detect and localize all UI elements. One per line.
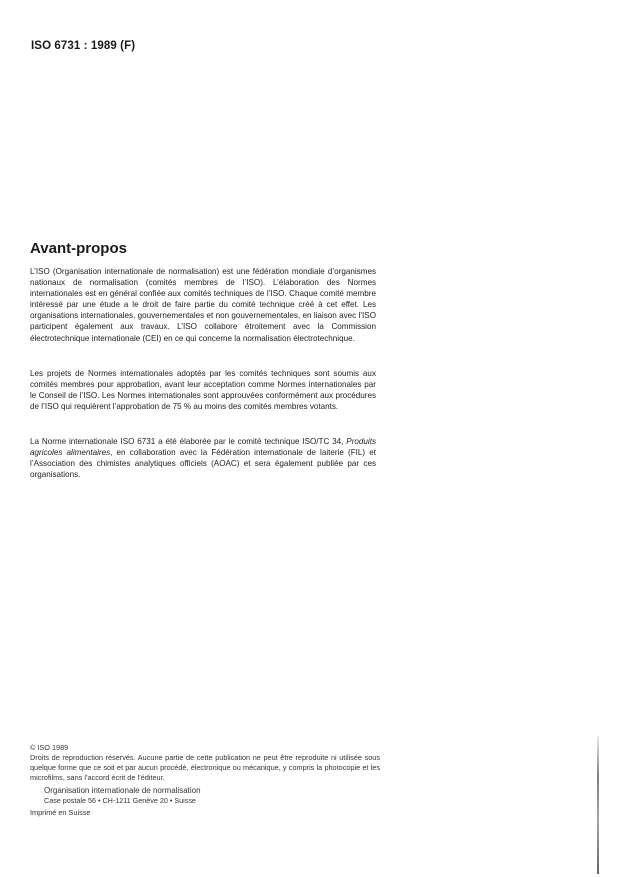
document-id: ISO 6731 : 1989 (F) — [31, 40, 136, 52]
foreword-paragraph-3 — [30, 436, 376, 480]
section-title: Avant-propos — [30, 240, 127, 257]
paragraph-3-text-start: La Norme internationale ISO 6731 a été élaborée par le comité technique ISO/TC 34, — [30, 437, 347, 446]
reproduction-rights: Droits de reproduction réservés. Aucune partie de cette publication ne peut être reproduite ni utilisée sous quelque forme que ce soit et par aucun procédé, électronique ou mécanique, y compris la photocopie et les microfilms, sans l’accord écrit de l’éditeur. — [30, 753, 380, 782]
foreword-paragraph-1: L’ISO (Organisation internationale de normalisation) est une fédération mondiale d’organismes nationaux de normalisation (comités membres de l’ISO). L’élaboration des Normes internationales est en général confiée aux comités techniques de l’ISO. Chaque comité membre intéressé par une étude a le droit de faire partie du comité technique créé à cet effet. Les organisations internationales, gouvernementales et non gouvernementales, en liaison avec l’ISO participent également aux travaux. L’ISO collabore étroitement avec la Commission électrotechnique internationale (CEI) en ce qui concerne la normalisation électrotechnique. — [30, 267, 376, 343]
copyright-footer — [30, 743, 380, 818]
organisation-block — [44, 785, 380, 806]
committee-title-italic: Produits agricoles alimentaires — [30, 437, 376, 458]
organisation-address: Case postale 56 • CH-1211 Genève 20 • Suisse — [44, 796, 196, 805]
organisation-name: Organisation internationale de normalisation — [44, 786, 201, 795]
printed-in: Imprimé en Suisse — [30, 808, 91, 817]
foreword-paragraph-2: Les projets de Normes internationales adoptés par les comités techniques sont soumis aux comités membres pour approbation, avant leur acceptation comme Normes internationales par le Conseil de l’ISO. Les Normes internationales sont approuvées conformément aux procédures de l’ISO qui requièrent l’approbation de 75 % au moins des comités membres votants. — [30, 369, 376, 412]
copyright-notice: © ISO 1989 — [30, 743, 69, 752]
paragraph-3-text-end: , en collaboration avec la Fédération internationale de laiterie (FIL) et l’Association des chimistes analytiques officiels (AOAC) et sera également publiée par ces organisations. — [30, 448, 376, 480]
scan-edge-mark — [597, 736, 599, 874]
